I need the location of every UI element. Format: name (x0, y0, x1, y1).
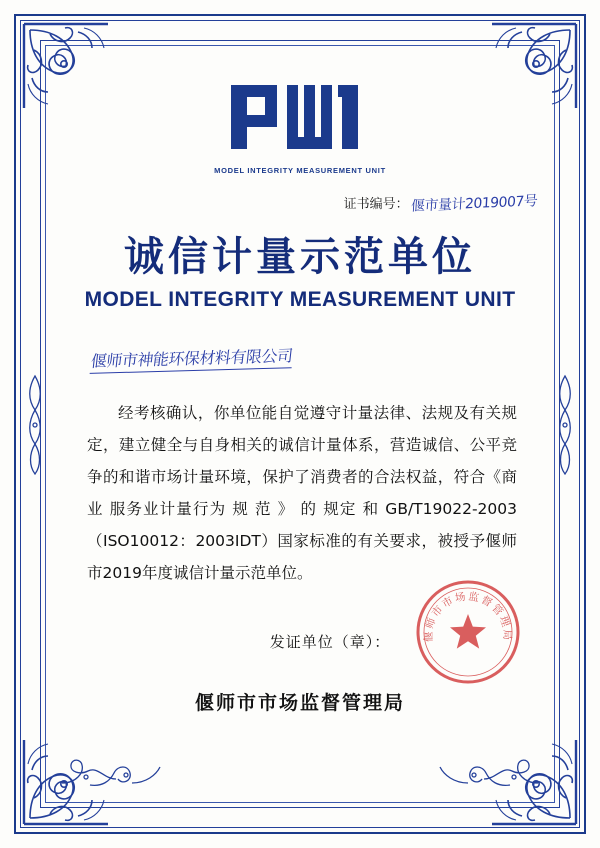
certificate-body (87, 397, 517, 589)
recipient-name: 偃师市神能环保材料有限公司 (90, 343, 294, 374)
logo-caption: MODEL INTEGRITY MEASUREMENT UNIT (214, 166, 386, 175)
certificate-number-value: 偃市量计2019007号 (410, 193, 538, 215)
issuing-authority: 偃师市市场监督管理局 (194, 692, 405, 714)
page-title-chinese: 诚信计量示范单位 (124, 234, 476, 280)
side-ornament-left (26, 370, 44, 480)
certificate-number-row (55, 193, 545, 213)
organization-logo-icon (225, 81, 375, 158)
page-title-english: MODEL INTEGRITY MEASUREMENT UNIT (84, 288, 516, 311)
svg-text:偃师市市场监督管理局: 偃师市市场监督管理局 (422, 590, 514, 643)
certificate-number-label: 证书编号： (343, 197, 409, 212)
certificate-body-paragraph: 经考核确认，你单位能自觉遵守计量法律、法规及有关规定，建立健全与自身相关的诚信计量体系，营造诚信、公平竞争的和谐市场计量环境，保护了消费者的合法权益，符合《商业 服务业计量行为 规 范 》 的 规定 和 GB/T19022-2003（ISO10012：2003IDT）国家标准的有关要求，被授予偃师市2019年度诚信计量示范单位。 (87, 404, 517, 582)
side-ornament-right (556, 370, 574, 480)
logo-block (55, 55, 545, 175)
recipient-row (55, 312, 545, 371)
issuer-label: 发证单位（章）： (269, 633, 391, 651)
official-seal-stamp (414, 578, 522, 686)
